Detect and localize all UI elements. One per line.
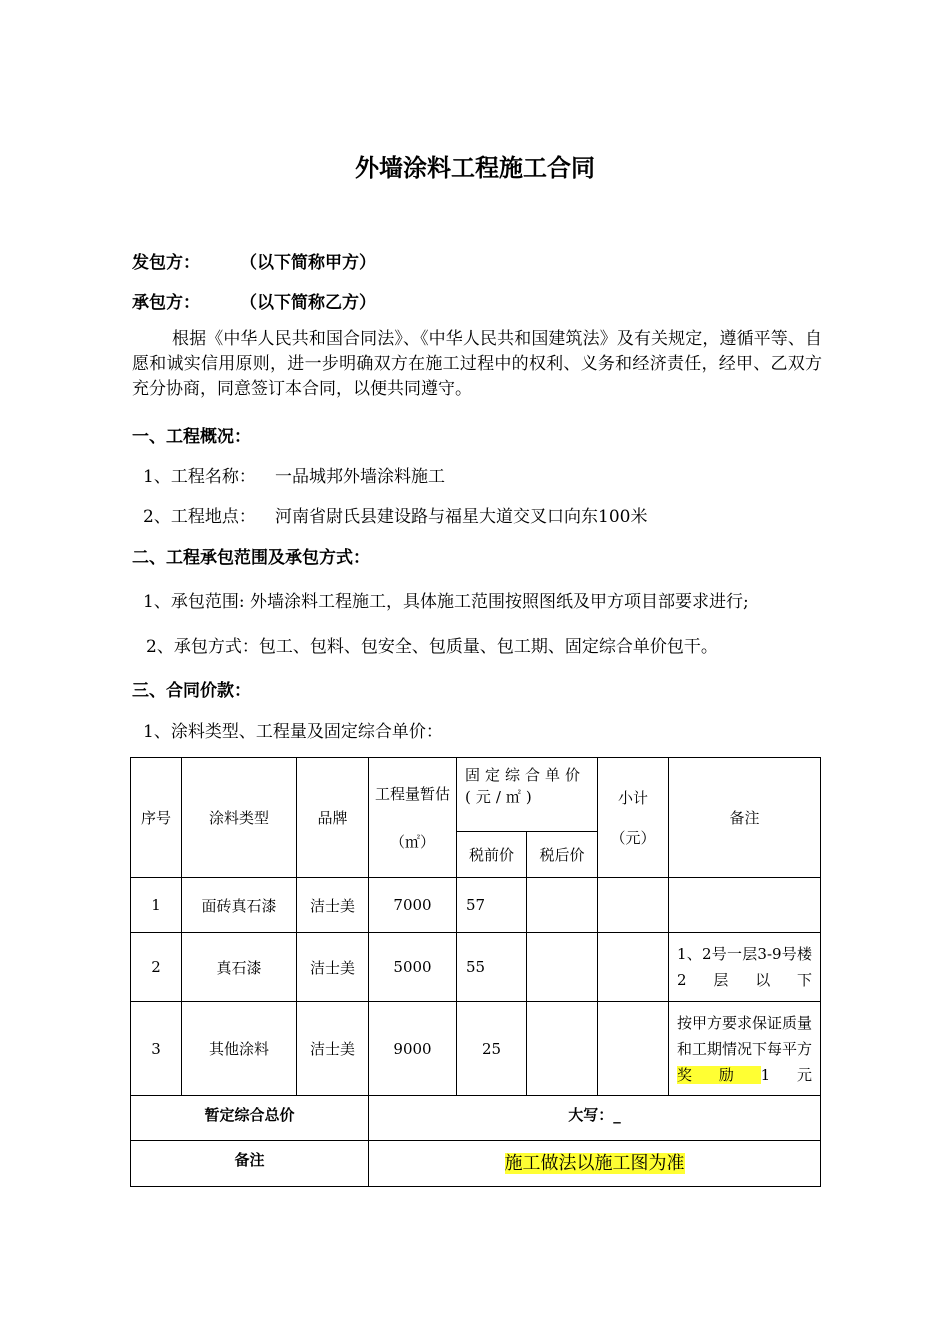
row-no: 1 (131, 878, 182, 933)
header-post-tax: 税后价 (527, 832, 598, 878)
header-subtotal-unit: （元） (610, 828, 656, 847)
total-row (131, 1096, 821, 1141)
note-value-cell (369, 1141, 821, 1187)
row-qty: 9000 (369, 1002, 457, 1096)
note-value: 施工做法以施工图为准 (504, 1153, 685, 1174)
party-a-note: （以下简称甲方） (240, 253, 376, 273)
header-brand: 品牌 (297, 758, 369, 878)
header-subtotal-label: 小计 (618, 788, 649, 807)
row-qty: 5000 (369, 933, 457, 1002)
price-item: 1、涂料类型、工程量及固定综合单价： (143, 722, 443, 742)
row-remark (669, 1002, 821, 1096)
scope-item: 1、承包范围: 外墙涂料工程施工，具体施工范围按照图纸及甲方项目部要求进行; (143, 592, 749, 612)
row-subtotal (598, 878, 669, 933)
method-item: 2、承包方式：包工、包料、包安全、包质量、包工期、固定综合单价包干。 (146, 637, 718, 657)
intro-paragraph: 根据《中华人民共和国合同法》、《中华人民共和国建筑法》及有关规定，遵循平等、自愿和诚实信用原则，进一步明确双方在施工过程中的权利、义务和经济责任，经甲、乙双方充分协商，同意签订本合同，以便共同遵守。 (132, 329, 822, 399)
row-type: 其他涂料 (182, 1002, 297, 1096)
total-label: 暂定综合总价 (131, 1096, 369, 1141)
party-a-label: 发包方： (132, 253, 200, 273)
row-type: 面砖真石漆 (182, 878, 297, 933)
header-pre-tax: 税前价 (457, 832, 527, 878)
project-location-value: 河南省尉氏县建设路与福星大道交叉口向东100米 (275, 507, 648, 527)
header-subtotal (598, 758, 669, 878)
header-qty-unit: （㎡） (389, 832, 435, 851)
row-brand: 洁士美 (297, 1002, 369, 1096)
party-a-line (132, 248, 376, 273)
section3-heading: 三、合同价款： (132, 681, 251, 701)
remark-text-end: 1元 (760, 1065, 813, 1084)
remark-text: 按甲方要求保证质量和工期情况下每平方 (677, 1013, 813, 1058)
row-post-tax (527, 878, 598, 933)
row-pre-tax: 57 (457, 878, 527, 933)
section1-heading: 一、工程概况： (132, 427, 251, 447)
table-row (131, 933, 821, 1002)
row-post-tax (527, 933, 598, 1002)
header-qty (369, 758, 457, 878)
row-subtotal (598, 933, 669, 1002)
row-qty: 7000 (369, 878, 457, 933)
party-b-line (132, 288, 376, 313)
row-post-tax (527, 1002, 598, 1096)
row-no: 2 (131, 933, 182, 1002)
project-location-label: 2、工程地点： (143, 507, 256, 527)
note-row (131, 1141, 821, 1187)
note-label: 备注 (131, 1141, 369, 1187)
row-remark (669, 878, 821, 933)
document-title: 外墙涂料工程施工合同 (355, 153, 595, 182)
total-value: 大写：_ (369, 1096, 821, 1141)
row-subtotal (598, 1002, 669, 1096)
table-header-row (131, 758, 821, 832)
row-no: 3 (131, 1002, 182, 1096)
party-b-label: 承包方： (132, 293, 200, 313)
row-brand: 洁士美 (297, 878, 369, 933)
project-name-label: 1、工程名称： (143, 467, 256, 487)
row-type: 真石漆 (182, 933, 297, 1002)
header-type: 涂料类型 (182, 758, 297, 878)
row-remark: 1、2号一层3-9号楼2层以下 (669, 933, 821, 1002)
header-unit-price: 固定综合单价(元/㎡) (457, 758, 598, 832)
row-pre-tax: 55 (457, 933, 527, 1002)
header-remark: 备注 (669, 758, 821, 878)
party-b-note: （以下简称乙方） (240, 293, 376, 313)
header-no: 序号 (131, 758, 182, 878)
remark-highlight: 奖励 (677, 1065, 761, 1084)
row-pre-tax: 25 (457, 1002, 527, 1096)
table-row (131, 878, 821, 933)
project-name-value: 一品城邦外墙涂料施工 (275, 467, 445, 487)
row-brand: 洁士美 (297, 933, 369, 1002)
table-row (131, 1002, 821, 1096)
section2-heading: 二、工程承包范围及承包方式： (132, 548, 370, 568)
price-table (130, 757, 821, 1187)
header-qty-label: 工程量暂估 (374, 784, 450, 803)
